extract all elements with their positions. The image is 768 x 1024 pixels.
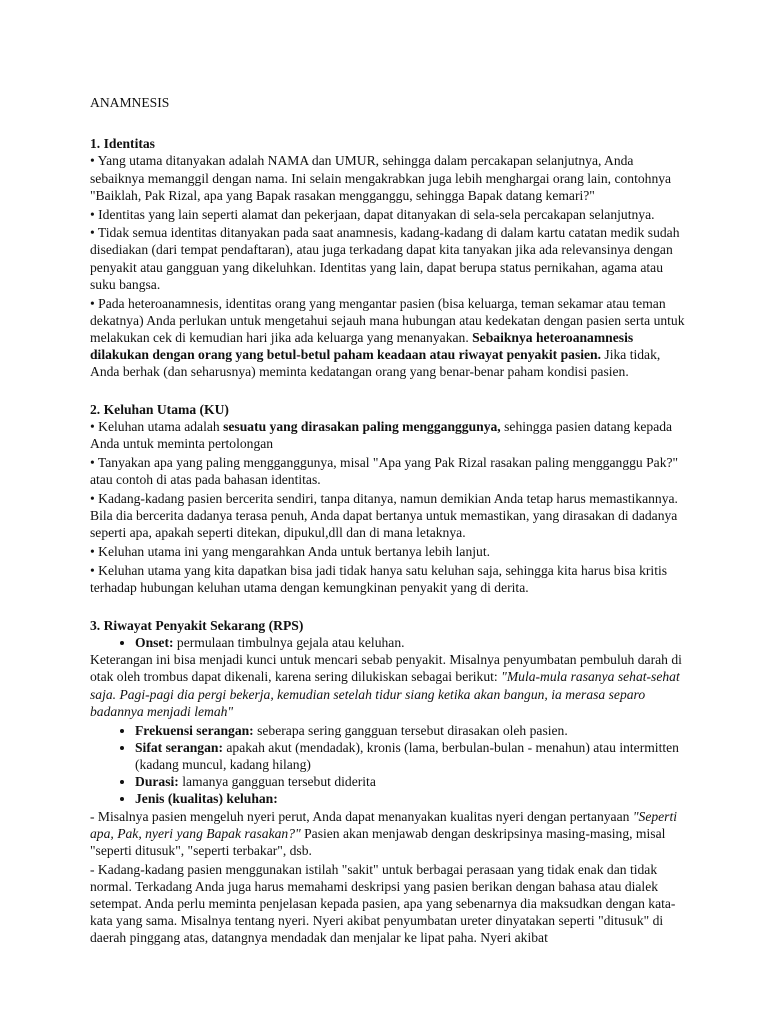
text-run: seberapa sering gangguan tersebut dirasakan oleh pasien.	[253, 722, 568, 738]
paragraph	[90, 861, 690, 947]
list-item	[135, 790, 690, 807]
section-paragraphs	[90, 418, 690, 596]
section-paragraphs	[90, 808, 690, 947]
paragraph	[90, 562, 690, 596]
bold-text: Sifat serangan:	[135, 739, 223, 755]
text-run: • Keluhan utama ini yang mengarahkan Anda untuk bertanya lebih lanjut.	[90, 544, 490, 560]
text-run: lamanya gangguan tersebut diderita	[178, 774, 376, 790]
bold-text: sesuatu yang dirasakan paling mengganggunya,	[223, 419, 501, 435]
italic-text: "Mula-mula rasanya sehat-sehat saja. Pagi-pagi dia pergi bekerja, kemudian setelah tidur siang ketika akan bangun, ia merasa separo badannya menjadi lemah"	[90, 669, 680, 719]
paragraph	[90, 295, 690, 381]
section-heading: 2. Keluhan Utama (KU)	[90, 402, 229, 418]
text-run: sehingga pasien datang kepada Anda untuk meminta pertolongan	[90, 419, 673, 452]
bold-text: Frekuensi serangan:	[135, 722, 254, 738]
text-run: • Tanyakan apa yang paling mengganggunya, misal "Apa yang Pak Rizal rasakan paling mengganggu Pak?" atau contoh di atas pada bahasan identitas.	[90, 455, 679, 488]
paragraph	[90, 152, 690, 204]
bullet-list-onset	[90, 634, 690, 651]
paragraph	[90, 543, 690, 560]
text-run: • Yang utama ditanyakan adalah NAMA dan UMUR, sehingga dalam percakapan selanjutnya, Anda sebaiknya memanggil dengan nama. Ini selain mengakrabkan juga lebih menghargai orang lain, contohnya "Baiklah, Pak Rizal, apa yang Bapak rasakan mengganggu, sehingga Bapak datang kemari?"	[90, 153, 672, 203]
bold-text: Onset:	[135, 634, 174, 650]
text-run: • Keluhan utama yang kita dapatkan bisa jadi tidak hanya satu keluhan saja, sehingga kita harus bisa kritis terhadap hubungan keluhan utama dengan kemungkinan penyakit yang di derita.	[90, 562, 668, 596]
bold-text: Jenis (kualitas) keluhan:	[135, 791, 278, 807]
text-run: permulaan timbulnya gejala atau keluhan.	[173, 634, 405, 650]
text-run: - Kadang-kadang pasien menggunakan istilah "sakit" untuk berbagai perasaan yang tidak enak dan tidak normal. Terkadang Anda juga harus memahami deskripsi yang pasien berikan dengan bahasa atau dialek setempat. Anda perlu meminta penjelasan kepada pasien, apa yang sebenarnya dia maksudkan dengan kata-kata yang sama. Misalnya tentang nyeri. Nyeri akibat penyumbatan ureter dinyatakan seperti "ditusuk" di daerah pinggang atas, datangnya mendadak dan menjalar ke lipat paha. Nyeri akibat	[90, 861, 676, 946]
section-identitas	[90, 135, 690, 380]
list-item	[135, 739, 690, 773]
text-run: - Misalnya pasien mengeluh nyeri perut, Anda dapat menanyakan kualitas nyeri dengan pertanyaan	[90, 808, 633, 824]
text-run: • Keluhan utama adalah	[90, 419, 224, 435]
italic-text: "Seperti apa, Pak, nyeri yang Bapak rasakan?"	[90, 808, 678, 841]
section-riwayat-penyakit-sekarang	[90, 617, 690, 947]
paragraph	[90, 418, 690, 452]
paragraph	[90, 224, 690, 293]
paragraph	[90, 454, 690, 488]
paragraph	[90, 490, 690, 542]
section-heading: 3. Riwayat Penyakit Sekarang (RPS)	[90, 617, 304, 633]
paragraph	[90, 651, 690, 720]
text-run: • Identitas yang lain seperti alamat dan pekerjaan, dapat ditanyakan di sela-sela percakapan selanjutnya.	[90, 206, 655, 222]
text-run: Jika tidak, Anda berhak (dan seharusnya) meminta kedatangan orang yang benar-benar paham kondisi pasien.	[90, 347, 661, 380]
section-heading: 1. Identitas	[90, 136, 155, 152]
bullet-list-characteristics	[90, 722, 690, 808]
section-paragraphs	[90, 651, 690, 720]
text-run: • Kadang-kadang pasien bercerita sendiri, tanpa ditanya, namun demikian Anda tetap harus memastikannya. Bila dia bercerita dadanya terasa penuh, Anda dapat bertanya untuk memastikan, yang dirasakan di dadanya seperti apa, apakah seperti ditekan, dipukul,dll dan di mana letaknya.	[90, 491, 678, 541]
paragraph	[90, 808, 690, 860]
text-run: • Pada heteroanamnesis, identitas orang yang mengantar pasien (bisa keluarga, teman sekamar atau teman dekatnya) Anda perlukan untuk mengetahui sejauh mana hubungan atau kedekatan dengan pasien serta untuk melakukan cek di kemudian hari jika ada keluarga yang menanyakan.	[90, 295, 685, 345]
document-title: ANAMNESIS	[90, 95, 170, 110]
list-item	[135, 722, 690, 739]
text-run: Keterangan ini bisa menjadi kunci untuk mencari sebab penyakit. Misalnya penyumbatan pembuluh darah di otak oleh trombus dapat dikenali, karena sering dilukiskan sebagai berikut:	[90, 652, 682, 685]
document-page	[90, 94, 690, 948]
text-run: apakah akut (mendadak), kronis (lama, berbulan-bulan - menahun) atau intermitten (kadang muncul, kadang hilang)	[135, 739, 679, 772]
bold-text: Sebaiknya heteroanamnesis dilakukan dengan orang yang betul-betul paham keadaan atau riwayat penyakit pasien.	[90, 329, 634, 363]
list-item	[135, 634, 690, 651]
text-run: • Tidak semua identitas ditanyakan pada saat anamnesis, kadang-kadang di dalam kartu catatan medik sudah disediakan (dari tempat pendaftaran), atau juga terkadang dapat kita tanyakan jika ada relevansinya dengan penyakit atau gangguan yang dikeluhkan. Identitas yang lain, dapat berupa status pernikahan, agama atau suku bangsa.	[90, 225, 680, 292]
paragraph	[90, 206, 690, 223]
bold-text: Durasi:	[135, 774, 179, 790]
section-paragraphs	[90, 152, 690, 380]
text-run: Pasien akan menjawab dengan deskripsinya masing-masing, misal "seperti ditusuk", "seperti terbakar", dsb.	[90, 825, 666, 858]
list-item	[135, 773, 690, 790]
section-keluhan-utama	[90, 401, 690, 596]
